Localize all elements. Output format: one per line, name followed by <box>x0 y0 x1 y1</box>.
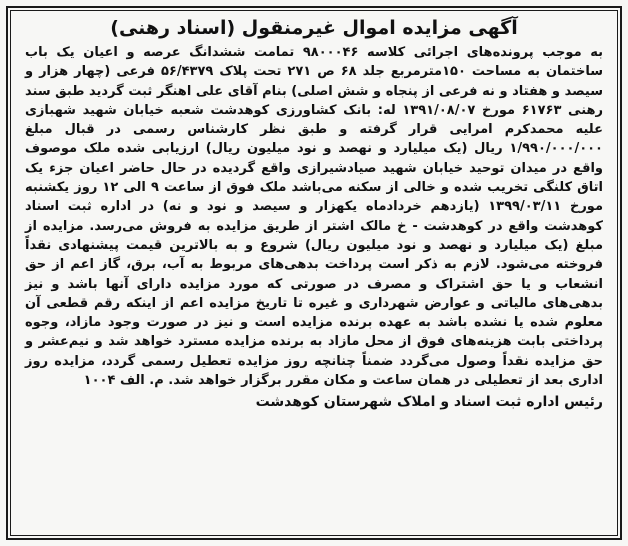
notice-box <box>10 10 618 536</box>
notice-title: آگهی مزایده اموال غیرمنقول (اسناد رهنی) <box>110 17 518 39</box>
notice-signature: رئیس اداره ثبت اسناد و املاک شهرستان کوهدشت <box>255 394 603 411</box>
notice-body: به موجب پرونده‌های اجرائی کلاسه ۹۸۰۰۰۴۶ تمامت ششدانگ عرصه و اعیان یک باب ساختمان به مساحت ۱۵۰مترمربع جلد ۶۸ ص ۲۷۱ تحت پلاک ۵۶/۴۳۷۹ فرعی (چهار هزار و سیصد و هفتاد و نه فرعی از پنجاه و شش اصلی) بنام آقای علی اهنگر ثبت گردید طبق سند رهنی ۶۱۷۶۳ مورخ ۱۳۹۱/۰۸/۰۷ له: بانک کشاورزی کوهدشت شعبه خیابان شهید شهبازی علیه محمدکرم امرایی قرار گرفته و طبق نظر کارشناس رسمی در قبال مبلغ ۱/۹۹۰/۰۰۰/۰۰۰ ریال (یک میلیارد و نهصد و نود میلیون ریال) ارزیابی شده ملک موصوف واقع در میدان توحید خیابان شهید صیادشیرازی واقع گردیده در حال حاضر اعیان جزء یک اتاق کلنگی تخریب شده و خالی از سکنه می‌باشد ملک فوق از ساعت ۹ الی ۱۲ روز یکشنبه مورخ ۱۳۹۹/۰۳/۱۱ (یازدهم خردادماه یکهزار و سیصد و نود و نه) در اداره ثبت اسناد کوهدشت واقع در کوهدشت - خ مالک اشتر از طریق مزایده به فروش می‌رسد. مزایده از مبلغ (یک میلیارد و نهصد و نود میلیون ریال) شروع و به بالاترین قیمت پیشنهادی نقداً فروخته می‌شود. لازم به ذکر است پرداخت بدهی‌های مربوط به آب، برق، گاز اعم از حق انشعاب و یا حق اشتراک و مصرف در صورتی که مورد مزایده دارای آنها باشد و نیز بدهی‌های مالیاتی و عوارض شهرداری و غیره تا تاریخ مزایده اعم از اینکه رقم قطعی آن معلوم شده یا نشده باشد به عهده برنده مزایده است و نیز در صورت وجود مازاد، وجوه پرداختی بابت هزینه‌های فوق از محل مازاد به برنده مزایده مسترد خواهد شد و نیم‌عشر و حق مزایده نقداً وصول می‌گردد ضمناً چنانچه روز مزایده تعطیل رسمی گردد، مزایده روز اداری بعد از تعطیلی در همان ساعت و مکان مقرر برگزار خواهد شد. م. الف ۱۰۰۴ <box>25 45 604 389</box>
